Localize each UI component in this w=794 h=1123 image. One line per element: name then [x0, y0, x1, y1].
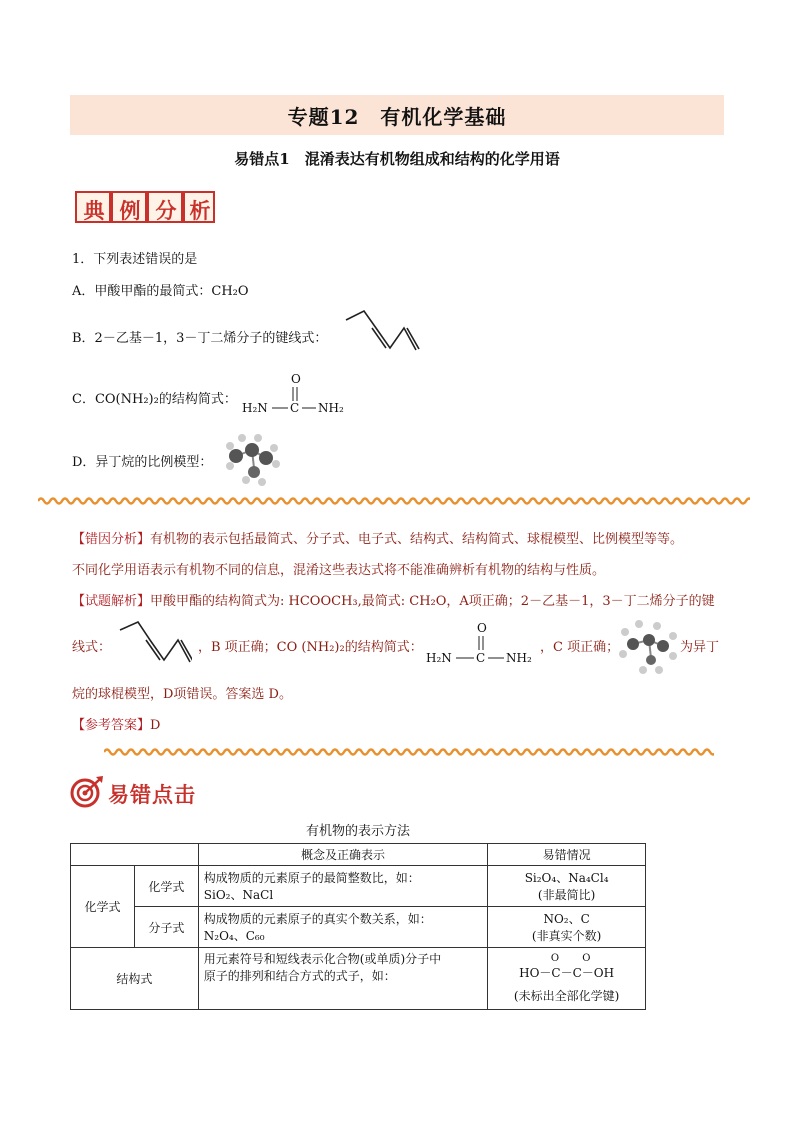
table-header-empty — [71, 844, 199, 866]
urea-left: H₂N — [426, 651, 452, 665]
option-a: A．甲酸甲酯的最简式：CH₂O — [72, 284, 249, 299]
urea-structure-image — [426, 621, 538, 667]
table-row — [71, 907, 646, 948]
row-error — [488, 948, 646, 1010]
example-banner — [74, 188, 216, 226]
banner-char: 典 — [83, 199, 105, 223]
solution-text: 甲酸甲酯的结构简式为: HCOOCH₃,最简式: CH₂O，A项正确；2－乙基－1，3－丁二烯分子的键 — [150, 594, 715, 609]
tips-banner-label: 易错点击 — [108, 783, 196, 807]
banner-char: 分 — [155, 199, 177, 223]
solution-line1 — [72, 592, 715, 612]
table-row — [71, 948, 646, 1010]
answer-value: D — [150, 718, 161, 733]
skeletal-formula-image — [116, 620, 192, 670]
error-analysis-line2: 不同化学用语表示有机物不同的信息，混淆这些表达式将不能准确辨析有机物的结构与性质。 — [72, 563, 606, 578]
table-caption: 有机物的表示方法 — [305, 824, 410, 839]
row-error — [488, 907, 646, 948]
urea-left: H₂N — [242, 401, 268, 415]
urea-center: C — [290, 401, 300, 415]
row-name: 分子式 — [134, 907, 198, 948]
concept-text: 用元素符号和短线表示化合物(或单质)分子中 — [203, 952, 442, 966]
option-c: C．CO(NH₂)₂的结构简式： — [72, 392, 237, 407]
error-analysis-text: 有机物的表示包括最简式、分子式、电子式、结构式、结构简式、球棍模型、比例模型等等。 — [150, 532, 684, 547]
urea-structure-image — [242, 372, 352, 418]
urea-center: C — [476, 651, 486, 665]
answer-tag: 【参考答案】 — [72, 718, 151, 733]
concept-example: SiO₂、NaCl — [203, 888, 274, 902]
molecule-model-image — [617, 618, 679, 674]
table-header: 概念及正确表示 — [198, 844, 487, 866]
wave-divider — [104, 745, 714, 759]
table-header: 易错情况 — [488, 844, 646, 866]
error-note: (未标出全部化学键) — [513, 988, 620, 1003]
error-example: NO₂、C — [543, 912, 590, 926]
solution-line2-d: 为异丁 — [680, 640, 720, 655]
row-concept — [198, 866, 487, 907]
error-note: (非真实个数) — [531, 929, 602, 943]
banner-char: 析 — [189, 199, 211, 223]
urea-oxygen: O — [291, 372, 301, 386]
section-subtitle: 易错点1 混淆表达有机物组成和结构的化学用语 — [234, 150, 560, 168]
answer-line — [72, 716, 160, 736]
notation-table — [70, 843, 646, 1010]
option-d: D．异丁烷的比例模型： — [72, 455, 213, 470]
wave-divider — [38, 494, 750, 508]
banner-char: 例 — [119, 199, 141, 223]
page-title: 专题12 有机化学基础 — [287, 105, 507, 129]
concept-example: N₂O₄、C₆₀ — [203, 929, 265, 943]
row-name: 化学式 — [134, 866, 198, 907]
target-icon — [70, 775, 104, 809]
option-b: B．2－乙基－1，3－丁二烯分子的键线式： — [72, 331, 328, 346]
error-analysis-line1 — [72, 530, 683, 550]
solution-line2-c: ，C 项正确； — [540, 640, 620, 655]
urea-right: NH₂ — [506, 651, 532, 665]
concept-text: 构成物质的元素原子的真实个数关系，如： — [203, 912, 432, 926]
error-example: Si₂O₄、Na₄Cl₄ — [524, 871, 609, 885]
error-oxygens: O O — [550, 952, 601, 964]
row-concept — [198, 907, 487, 948]
solution-tag: 【试题解析】 — [72, 594, 151, 609]
question-stem: 1．下列表述错误的是 — [72, 252, 198, 267]
concept-text: 构成物质的元素原子的最简整数比，如： — [203, 871, 420, 885]
solution-line2-a: 线式： — [72, 640, 112, 655]
row-error — [488, 866, 646, 907]
skeletal-formula-image — [342, 308, 422, 360]
solution-line3: 烷的球棍模型，D项错误。答案选 D。 — [72, 687, 292, 702]
row-group-label: 化学式 — [71, 866, 135, 948]
table-row — [71, 866, 646, 907]
error-analysis-tag: 【错因分析】 — [72, 532, 151, 547]
tips-banner — [70, 775, 220, 809]
urea-oxygen: O — [477, 621, 487, 635]
urea-right: NH₂ — [318, 401, 344, 415]
molecule-model-image — [222, 430, 284, 486]
row-concept — [198, 948, 487, 1010]
error-example: HO－C－C－OH — [519, 965, 615, 980]
concept-text-2: 原子的排列和结合方式的式子，如： — [203, 969, 396, 983]
row-group-label: 结构式 — [71, 948, 199, 1010]
table-header-row — [71, 844, 646, 866]
solution-line2-b: ，B 项正确；CO (NH₂)₂的结构简式： — [198, 640, 423, 655]
error-note: (非最简比) — [537, 888, 596, 902]
